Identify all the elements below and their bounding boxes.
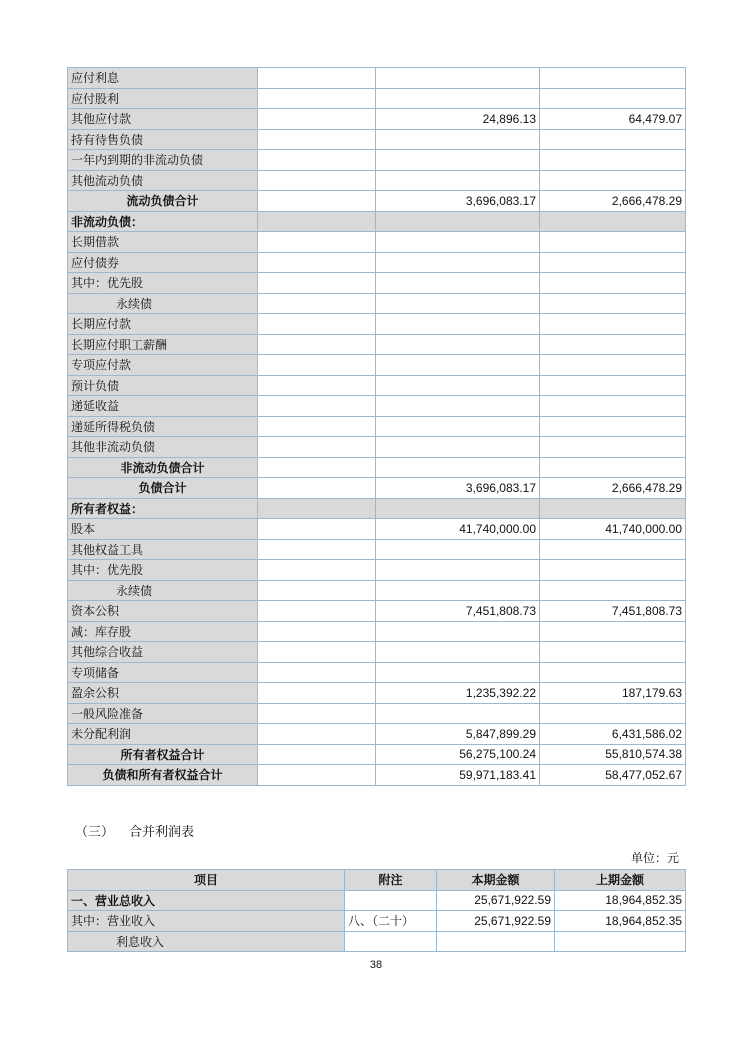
row-label: 一年内到期的非流动负债	[68, 150, 258, 171]
row-label: 持有待售负债	[68, 129, 258, 150]
prior-amount-cell: 187,179.63	[540, 683, 686, 704]
row-label: 其他权益工具	[68, 539, 258, 560]
row-label: 一般风险准备	[68, 703, 258, 724]
note-cell	[258, 129, 376, 150]
row-label: 所有者权益合计	[68, 744, 258, 765]
prior-amount-cell	[540, 88, 686, 109]
row-label: 非流动负债：	[68, 211, 258, 232]
prior-amount-cell	[540, 150, 686, 171]
note-cell	[345, 890, 437, 911]
current-amount-cell: 41,740,000.00	[376, 519, 540, 540]
current-amount-cell: 24,896.13	[376, 109, 540, 130]
row-label: 专项应付款	[68, 355, 258, 376]
current-amount-cell: 56,275,100.24	[376, 744, 540, 765]
note-cell	[258, 683, 376, 704]
note-cell	[258, 150, 376, 171]
note-cell	[258, 232, 376, 253]
subtotal-row	[68, 457, 686, 478]
current-amount-cell	[376, 437, 540, 458]
row-label: 盈余公积	[68, 683, 258, 704]
current-amount-cell: 1,235,392.22	[376, 683, 540, 704]
column-header-prior: 上期金额	[555, 870, 686, 891]
note-cell	[258, 334, 376, 355]
table-row	[68, 621, 686, 642]
note-cell	[258, 273, 376, 294]
currency-unit-label: 单位：元	[630, 851, 679, 865]
balance-sheet-table	[67, 67, 686, 786]
table-row	[68, 150, 686, 171]
note-cell	[258, 519, 376, 540]
prior-amount-cell	[540, 437, 686, 458]
note-cell	[258, 601, 376, 622]
prior-amount-cell	[540, 457, 686, 478]
current-amount-cell	[376, 293, 540, 314]
prior-amount-cell	[540, 334, 686, 355]
note-cell	[258, 355, 376, 376]
current-amount-cell	[376, 150, 540, 171]
section-number: （三）	[75, 825, 115, 840]
income-statement-heading	[75, 821, 194, 840]
prior-amount-cell	[540, 293, 686, 314]
prior-amount-cell	[540, 703, 686, 724]
note-cell	[258, 437, 376, 458]
table-row	[68, 355, 686, 376]
current-amount-cell	[376, 396, 540, 417]
current-amount-cell: 25,671,922.59	[437, 911, 555, 932]
column-header-item: 项目	[68, 870, 345, 891]
table-row	[68, 396, 686, 417]
table-row	[68, 314, 686, 335]
note-cell	[258, 539, 376, 560]
row-label: 一、营业总收入	[68, 890, 345, 911]
subtotal-row	[68, 191, 686, 212]
prior-amount-cell	[540, 232, 686, 253]
table-row	[68, 724, 686, 745]
current-amount-cell	[376, 314, 540, 335]
current-amount-cell	[376, 580, 540, 601]
current-amount-cell	[376, 457, 540, 478]
note-cell	[258, 703, 376, 724]
note-cell	[258, 560, 376, 581]
table-row	[68, 375, 686, 396]
prior-amount-cell	[540, 273, 686, 294]
subtotal-row	[68, 765, 686, 786]
prior-amount-cell: 41,740,000.00	[540, 519, 686, 540]
prior-amount-cell: 18,964,852.35	[555, 911, 686, 932]
current-amount-cell: 3,696,083.17	[376, 191, 540, 212]
prior-amount-cell: 58,477,052.67	[540, 765, 686, 786]
prior-amount-cell: 64,479.07	[540, 109, 686, 130]
note-cell	[258, 252, 376, 273]
column-header-current: 本期金额	[437, 870, 555, 891]
row-label: 其他非流动负债	[68, 437, 258, 458]
row-label: 永续债	[68, 293, 258, 314]
note-cell	[258, 170, 376, 191]
note-cell	[258, 396, 376, 417]
table-row	[68, 273, 686, 294]
row-label: 利息收入	[68, 931, 345, 952]
row-label: 非流动负债合计	[68, 457, 258, 478]
row-label: 预计负债	[68, 375, 258, 396]
prior-amount-cell	[540, 252, 686, 273]
prior-amount-cell: 6,431,586.02	[540, 724, 686, 745]
row-label: 未分配利润	[68, 724, 258, 745]
note-cell: 八、（二十）	[345, 911, 437, 932]
prior-amount-cell	[540, 396, 686, 417]
note-cell	[258, 109, 376, 130]
row-label: 递延所得税负债	[68, 416, 258, 437]
prior-amount-cell	[540, 129, 686, 150]
row-label: 应付利息	[68, 68, 258, 89]
current-amount-cell	[376, 211, 540, 232]
current-amount-cell	[376, 232, 540, 253]
note-cell	[258, 88, 376, 109]
table-row	[68, 232, 686, 253]
row-label: 其中：营业收入	[68, 911, 345, 932]
section-title: 合并利润表	[129, 825, 195, 840]
note-cell	[258, 478, 376, 499]
row-label: 其中：优先股	[68, 273, 258, 294]
note-cell	[258, 498, 376, 519]
table-row	[68, 293, 686, 314]
current-amount-cell	[376, 170, 540, 191]
current-amount-cell	[376, 88, 540, 109]
row-label: 减：库存股	[68, 621, 258, 642]
note-cell	[258, 580, 376, 601]
current-amount-cell: 59,971,183.41	[376, 765, 540, 786]
table-row	[68, 252, 686, 273]
row-label: 其他综合收益	[68, 642, 258, 663]
subtotal-row	[68, 744, 686, 765]
table-row	[68, 560, 686, 581]
page-number: 38	[369, 959, 383, 971]
current-amount-cell: 5,847,899.29	[376, 724, 540, 745]
current-amount-cell	[376, 68, 540, 89]
prior-amount-cell	[540, 580, 686, 601]
current-amount-cell	[376, 273, 540, 294]
table-row	[68, 911, 686, 932]
current-amount-cell	[376, 642, 540, 663]
note-cell	[258, 211, 376, 232]
note-cell	[258, 457, 376, 478]
prior-amount-cell: 18,964,852.35	[555, 890, 686, 911]
table-row	[68, 519, 686, 540]
table-row	[68, 170, 686, 191]
current-amount-cell	[376, 539, 540, 560]
prior-amount-cell	[540, 539, 686, 560]
current-amount-cell	[376, 375, 540, 396]
income-statement-table	[67, 869, 686, 952]
table-row	[68, 437, 686, 458]
prior-amount-cell	[555, 931, 686, 952]
column-header-note: 附注	[345, 870, 437, 891]
prior-amount-cell	[540, 170, 686, 191]
note-cell	[258, 68, 376, 89]
current-amount-cell: 25,671,922.59	[437, 890, 555, 911]
current-amount-cell	[376, 662, 540, 683]
prior-amount-cell	[540, 560, 686, 581]
note-cell	[258, 724, 376, 745]
current-amount-cell	[376, 355, 540, 376]
current-amount-cell: 7,451,808.73	[376, 601, 540, 622]
prior-amount-cell	[540, 68, 686, 89]
row-label: 长期借款	[68, 232, 258, 253]
table-row	[68, 890, 686, 911]
row-label: 其中：优先股	[68, 560, 258, 581]
row-label: 应付债券	[68, 252, 258, 273]
note-cell	[258, 744, 376, 765]
note-cell	[258, 375, 376, 396]
row-label: 永续债	[68, 580, 258, 601]
section-header-row	[68, 498, 686, 519]
prior-amount-cell	[540, 211, 686, 232]
row-label: 所有者权益：	[68, 498, 258, 519]
row-label: 其他流动负债	[68, 170, 258, 191]
prior-amount-cell: 2,666,478.29	[540, 478, 686, 499]
current-amount-cell	[376, 621, 540, 642]
current-amount-cell	[376, 560, 540, 581]
note-cell	[258, 621, 376, 642]
table-row	[68, 662, 686, 683]
table-row	[68, 334, 686, 355]
note-cell	[258, 416, 376, 437]
row-label: 负债和所有者权益合计	[68, 765, 258, 786]
note-cell	[345, 931, 437, 952]
table-row	[68, 642, 686, 663]
note-cell	[258, 642, 376, 663]
row-label: 股本	[68, 519, 258, 540]
row-label: 专项储备	[68, 662, 258, 683]
row-label: 长期应付款	[68, 314, 258, 335]
header-row	[68, 870, 686, 891]
prior-amount-cell	[540, 416, 686, 437]
subtotal-row	[68, 478, 686, 499]
current-amount-cell	[376, 703, 540, 724]
section-header-row	[68, 211, 686, 232]
prior-amount-cell: 2,666,478.29	[540, 191, 686, 212]
table-row	[68, 931, 686, 952]
prior-amount-cell	[540, 314, 686, 335]
row-label: 流动负债合计	[68, 191, 258, 212]
table-row	[68, 601, 686, 622]
note-cell	[258, 662, 376, 683]
note-cell	[258, 314, 376, 335]
current-amount-cell: 3,696,083.17	[376, 478, 540, 499]
row-label: 应付股利	[68, 88, 258, 109]
table-row	[68, 539, 686, 560]
current-amount-cell	[437, 931, 555, 952]
current-amount-cell	[376, 129, 540, 150]
row-label: 其他应付款	[68, 109, 258, 130]
table-row	[68, 88, 686, 109]
table-row	[68, 68, 686, 89]
prior-amount-cell	[540, 375, 686, 396]
prior-amount-cell	[540, 662, 686, 683]
table-row	[68, 683, 686, 704]
table-row	[68, 703, 686, 724]
prior-amount-cell: 55,810,574.38	[540, 744, 686, 765]
table-row	[68, 416, 686, 437]
current-amount-cell	[376, 416, 540, 437]
table-row	[68, 129, 686, 150]
row-label: 资本公积	[68, 601, 258, 622]
table-row	[68, 580, 686, 601]
note-cell	[258, 765, 376, 786]
note-cell	[258, 293, 376, 314]
row-label: 递延收益	[68, 396, 258, 417]
table-row	[68, 109, 686, 130]
prior-amount-cell	[540, 642, 686, 663]
current-amount-cell	[376, 252, 540, 273]
row-label: 负债合计	[68, 478, 258, 499]
prior-amount-cell	[540, 621, 686, 642]
row-label: 长期应付职工薪酬	[68, 334, 258, 355]
note-cell	[258, 191, 376, 212]
prior-amount-cell: 7,451,808.73	[540, 601, 686, 622]
current-amount-cell	[376, 334, 540, 355]
current-amount-cell	[376, 498, 540, 519]
prior-amount-cell	[540, 498, 686, 519]
prior-amount-cell	[540, 355, 686, 376]
